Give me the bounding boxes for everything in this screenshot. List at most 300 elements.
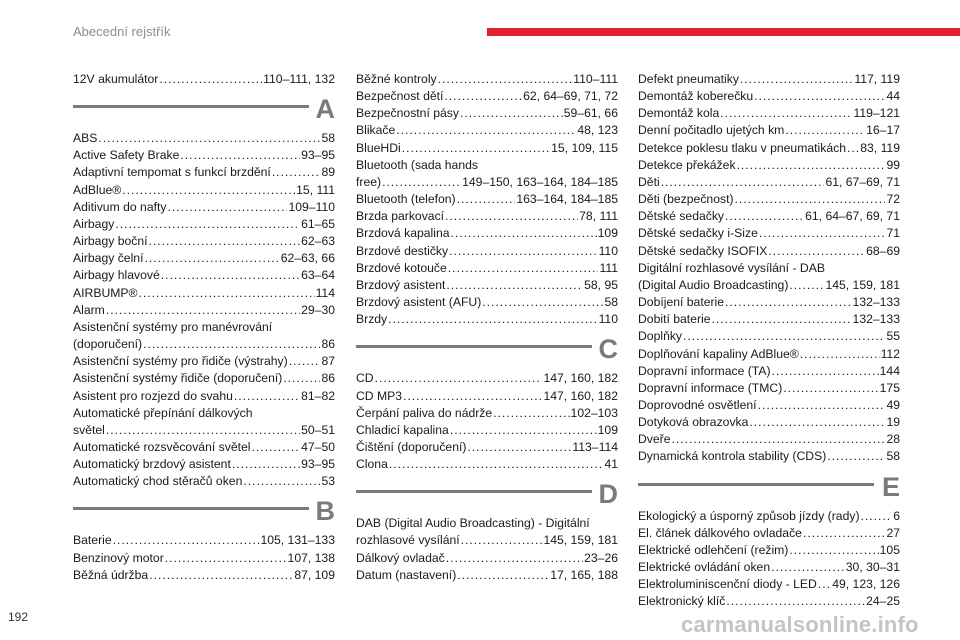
index-entry-pages: 49 bbox=[886, 397, 900, 412]
index-entry bbox=[638, 294, 900, 311]
index-entry-pages: 61, 67–69, 71 bbox=[825, 174, 900, 189]
index-entry bbox=[73, 456, 335, 473]
index-entry-pages: 58 bbox=[604, 295, 618, 310]
dot-leader bbox=[725, 294, 852, 311]
section-header bbox=[638, 472, 900, 506]
index-entry bbox=[356, 243, 618, 260]
index-entry-pages: 30, 30–31 bbox=[845, 560, 900, 575]
index-entry bbox=[638, 140, 900, 157]
index-entry-term: AdBlue® bbox=[73, 182, 122, 197]
dot-leader bbox=[396, 122, 576, 139]
dot-leader bbox=[283, 370, 320, 387]
index-entry-pages: 29–30 bbox=[301, 302, 335, 317]
index-entry-pages: 93–95 bbox=[301, 148, 335, 163]
index-entry bbox=[356, 294, 618, 311]
index-entry-pages: 145, 159, 181 bbox=[825, 277, 900, 292]
index-entry bbox=[638, 448, 900, 465]
section-divider bbox=[638, 483, 874, 486]
index-entry bbox=[356, 225, 618, 242]
index-entry-pages: 63–64 bbox=[301, 268, 335, 283]
section-header bbox=[356, 479, 618, 513]
dot-leader bbox=[106, 302, 300, 319]
index-entry-pages: 47–50 bbox=[301, 439, 335, 454]
index-entry-term: Brzdové kotouče bbox=[356, 260, 447, 275]
index-entry-term: Demontáž koberečku bbox=[638, 89, 754, 104]
index-entry-pages: 48, 123 bbox=[577, 123, 618, 138]
dot-leader bbox=[827, 448, 885, 465]
index-entry bbox=[638, 576, 900, 593]
index-entry bbox=[73, 164, 335, 181]
dot-leader bbox=[460, 105, 563, 122]
dot-leader bbox=[772, 363, 879, 380]
index-entry-term: CD MP3 bbox=[356, 388, 403, 403]
index-entry-term: Alarm bbox=[73, 302, 105, 317]
index-entry-pages: 72 bbox=[886, 192, 900, 207]
page-header-title: Abecední rejstřík bbox=[73, 24, 171, 39]
dot-leader bbox=[803, 525, 885, 542]
watermark: carmanualsonline.info bbox=[681, 612, 919, 637]
index-entry-pages: 110–111 bbox=[573, 72, 618, 86]
index-entry-term: Demontáž kola bbox=[638, 106, 720, 121]
dot-leader bbox=[450, 422, 597, 439]
index-entry-term: DAB (Digital Audio Broadcasting) - Digitální bbox=[356, 516, 590, 531]
index-entry-pages: 111 bbox=[599, 260, 618, 275]
index-entry-pages: 81–82 bbox=[301, 388, 335, 403]
index-entry-pages: 105, 131–133 bbox=[260, 533, 335, 548]
index-entry-pages: 132–133 bbox=[852, 295, 900, 310]
dot-leader bbox=[759, 225, 886, 242]
dot-leader bbox=[180, 147, 300, 164]
index-entry-pages: 61–65 bbox=[301, 216, 335, 231]
index-entry-pages: 68–69 bbox=[866, 243, 900, 258]
index-entry bbox=[638, 559, 900, 576]
index-entry bbox=[356, 140, 618, 157]
index-entry-term: Děti bbox=[638, 174, 660, 189]
index-entry-term: Děti (bezpečnost) bbox=[638, 192, 734, 207]
section-divider bbox=[356, 490, 592, 493]
dot-leader bbox=[785, 122, 865, 139]
index-entry-term: Benzinový motor bbox=[73, 550, 164, 565]
index-entry-pages: 59–61, 66 bbox=[563, 106, 618, 121]
index-entry-term: Brzdový asistent (AFU) bbox=[356, 295, 482, 310]
index-entry bbox=[356, 208, 618, 225]
index-entry-pages: 175 bbox=[879, 380, 900, 395]
index-entry-term: Dětské sedačky ISOFIX bbox=[638, 243, 768, 258]
index-entry bbox=[73, 216, 335, 233]
dot-leader bbox=[482, 294, 603, 311]
page-header-bar bbox=[487, 28, 960, 36]
index-entry bbox=[356, 260, 618, 277]
index-entry bbox=[638, 525, 900, 542]
index-entry bbox=[73, 405, 335, 439]
dot-leader bbox=[789, 277, 824, 294]
index-entry bbox=[638, 122, 900, 139]
index-entry-term: Detekce překážek bbox=[638, 157, 736, 172]
dot-leader bbox=[672, 431, 886, 448]
index-entry bbox=[356, 550, 618, 567]
index-entry-term: Čištění (doporučení) bbox=[356, 439, 467, 454]
index-entry-term-continued: rozhlasové vysílání bbox=[356, 533, 460, 548]
index-entry-term: Dálkový ovladač bbox=[356, 550, 445, 565]
index-entry bbox=[356, 105, 618, 122]
index-entry bbox=[638, 431, 900, 448]
dot-leader bbox=[272, 164, 321, 181]
dot-leader bbox=[493, 405, 569, 422]
dot-leader bbox=[251, 439, 300, 456]
index-entry-pages: 110 bbox=[598, 243, 618, 258]
index-entry-term: Aditivum do nafty bbox=[73, 199, 167, 214]
section-letter: B bbox=[315, 496, 335, 527]
index-entry-term: Blikače bbox=[356, 123, 396, 138]
index-entry-term: Dobíjení baterie bbox=[638, 295, 725, 310]
section-divider bbox=[73, 105, 309, 108]
index-entry-term: CD bbox=[356, 371, 374, 386]
dot-leader bbox=[389, 456, 604, 473]
dot-leader bbox=[683, 328, 885, 345]
index-entry-term: Defekt pneumatiky bbox=[638, 72, 739, 86]
index-entry bbox=[356, 422, 618, 439]
index-entry-pages: 23–26 bbox=[584, 550, 618, 565]
index-entry bbox=[356, 567, 618, 584]
index-entry-term: Elektrické ovládání oken bbox=[638, 560, 771, 575]
index-entry-pages: 147, 160, 182 bbox=[543, 371, 618, 386]
section-header bbox=[356, 334, 618, 368]
index-entry bbox=[73, 319, 335, 353]
index-entry-pages: 109 bbox=[597, 422, 618, 437]
index-entry bbox=[356, 370, 618, 387]
dot-leader bbox=[800, 346, 880, 363]
index-entry-term: Automatický brzdový asistent bbox=[73, 457, 231, 472]
index-entry-pages: 50–51 bbox=[301, 422, 335, 437]
index-entry-term: Active Safety Brake bbox=[73, 148, 180, 163]
index-entry-term-continued: free) bbox=[356, 174, 382, 189]
index-entry bbox=[638, 157, 900, 174]
index-entry-pages: 53 bbox=[321, 474, 335, 489]
dot-leader bbox=[232, 456, 300, 473]
dot-leader bbox=[159, 71, 262, 88]
index-entry-pages: 61, 64–67, 69, 71 bbox=[805, 209, 900, 224]
index-entry-pages: 105 bbox=[879, 542, 900, 557]
index-entry-pages: 112 bbox=[880, 346, 900, 361]
index-entry bbox=[638, 593, 900, 610]
index-entry-pages: 27 bbox=[886, 525, 900, 540]
index-entry-pages: 86 bbox=[321, 371, 335, 386]
section-header bbox=[73, 496, 335, 530]
index-entry-term: Airbagy boční bbox=[73, 234, 148, 249]
index-entry bbox=[73, 250, 335, 267]
page-number: 192 bbox=[8, 610, 29, 624]
index-entry-pages: 71 bbox=[886, 226, 900, 241]
dot-leader bbox=[749, 414, 885, 431]
dot-leader bbox=[106, 422, 300, 439]
dot-leader bbox=[457, 567, 549, 584]
dot-leader bbox=[768, 243, 865, 260]
index-entry-pages: 24–25 bbox=[866, 594, 900, 609]
index-entry bbox=[356, 439, 618, 456]
index-entry-pages: 149–150, 163–164, 184–185 bbox=[462, 174, 618, 189]
index-entry-term: Asistenční systémy řidiče (doporučení) bbox=[73, 371, 283, 386]
index-entry-term: El. článek dálkového ovladače bbox=[638, 525, 802, 540]
index-entry bbox=[638, 380, 900, 397]
index-entry bbox=[638, 363, 900, 380]
index-entry-pages: 119–121 bbox=[853, 106, 900, 121]
dot-leader bbox=[461, 532, 543, 549]
index-entry-term: Dobití baterie bbox=[638, 312, 711, 327]
dot-leader bbox=[144, 250, 279, 267]
dot-leader bbox=[661, 174, 825, 191]
index-entry-term: AIRBUMP® bbox=[73, 285, 138, 300]
index-entry-pages: 87, 109 bbox=[294, 567, 335, 582]
index-entry-pages: 114 bbox=[315, 285, 335, 300]
index-entry-pages: 163–164, 184–185 bbox=[516, 192, 618, 207]
dot-leader bbox=[161, 267, 300, 284]
dot-leader bbox=[115, 216, 300, 233]
index-entry bbox=[73, 370, 335, 387]
index-entry-term: Bezpečnost dětí bbox=[356, 89, 444, 104]
dot-leader bbox=[165, 550, 287, 567]
index-entry-pages: 19 bbox=[886, 415, 900, 430]
index-entry bbox=[73, 182, 335, 199]
index-entry-pages: 109 bbox=[597, 226, 618, 241]
index-entry bbox=[73, 147, 335, 164]
dot-leader bbox=[444, 88, 522, 105]
index-entry-term: Airbagy hlavové bbox=[73, 268, 160, 283]
index-entry-pages: 102–103 bbox=[570, 405, 618, 420]
index-entry-term: Doprovodné osvětlení bbox=[638, 397, 757, 412]
index-entry bbox=[638, 397, 900, 414]
dot-leader bbox=[122, 182, 295, 199]
dot-leader bbox=[735, 191, 886, 208]
dot-leader bbox=[449, 243, 597, 260]
index-entry-pages: 28 bbox=[886, 432, 900, 447]
dot-leader bbox=[167, 199, 287, 216]
index-entry bbox=[73, 567, 335, 584]
index-entry bbox=[356, 157, 618, 191]
index-entry-term: Doplňky bbox=[638, 329, 683, 344]
index-entry-term-continued: (Digital Audio Broadcasting) bbox=[638, 277, 789, 292]
index-entry-term: Dopravní informace (TMC) bbox=[638, 380, 783, 395]
index-entry bbox=[356, 122, 618, 139]
index-entry-term: Dveře bbox=[638, 432, 671, 447]
index-entry-pages: 144 bbox=[879, 363, 900, 378]
index-entry-term: Bluetooth (sada hands bbox=[356, 157, 478, 172]
index-entry-pages: 62, 64–69, 71, 72 bbox=[523, 89, 618, 104]
index-entry-term: BlueHDi bbox=[356, 140, 401, 155]
index-entry-term-continued: světel bbox=[73, 422, 105, 437]
dot-leader bbox=[289, 353, 321, 370]
index-entry-pages: 110 bbox=[598, 312, 618, 327]
index-entry-pages: 49, 123, 126 bbox=[832, 577, 900, 592]
dot-leader bbox=[783, 380, 878, 397]
index-entry bbox=[356, 515, 618, 549]
section-letter: D bbox=[598, 479, 618, 510]
index-entry-pages: 110–111, 132 bbox=[263, 72, 335, 86]
index-entry-term: Brzdová kapalina bbox=[356, 226, 450, 241]
index-entry-pages: 93–95 bbox=[301, 457, 335, 472]
index-entry-term: Dotyková obrazovka bbox=[638, 415, 749, 430]
section-letter: A bbox=[315, 94, 335, 125]
dot-leader bbox=[789, 542, 878, 559]
index-entry bbox=[73, 532, 335, 549]
index-entry-term: Dynamická kontrola stability (CDS) bbox=[638, 449, 827, 464]
index-entry bbox=[73, 130, 335, 147]
index-entry-term: Asistenční systémy pro manévrování bbox=[73, 319, 273, 334]
dot-leader bbox=[720, 105, 852, 122]
index-entry bbox=[638, 414, 900, 431]
index-entry-term: Dětské sedačky i-Size bbox=[638, 226, 758, 241]
dot-leader bbox=[98, 130, 320, 147]
index-entry bbox=[73, 439, 335, 456]
dot-leader bbox=[234, 388, 300, 405]
index-entry-pages: 117, 119 bbox=[854, 72, 900, 86]
index-entry bbox=[73, 353, 335, 370]
index-entry-term: Brzdový asistent bbox=[356, 277, 446, 292]
index-column-3 bbox=[638, 71, 900, 611]
index-entry bbox=[638, 191, 900, 208]
index-entry bbox=[73, 550, 335, 567]
index-entry-term: Brzdové destičky bbox=[356, 243, 449, 258]
index-entry-term: Bezpečnostní pásy bbox=[356, 106, 459, 121]
index-entry-pages: 44 bbox=[886, 89, 900, 104]
dot-leader bbox=[726, 593, 865, 610]
index-entry-term: Dopravní informace (TA) bbox=[638, 363, 771, 378]
index-entry-pages: 83, 119 bbox=[860, 140, 900, 155]
index-entry bbox=[73, 199, 335, 216]
index-entry-pages: 58 bbox=[321, 131, 335, 146]
index-entry-term: Asistent pro rozjezd do svahu bbox=[73, 388, 233, 403]
index-entry-pages: 78, 111 bbox=[579, 209, 618, 224]
index-entry-term: Baterie bbox=[73, 533, 112, 548]
index-entry-term: Denní počitadlo ujetých km bbox=[638, 123, 785, 138]
index-entry bbox=[356, 311, 618, 328]
index-entry-pages: 107, 138 bbox=[287, 550, 335, 565]
index-entry-term: Asistenční systémy pro řidiče (výstrahy) bbox=[73, 354, 288, 369]
dot-leader bbox=[113, 532, 260, 549]
index-entry bbox=[638, 346, 900, 363]
index-entry-term: Dětské sedačky bbox=[638, 209, 725, 224]
index-entry bbox=[356, 277, 618, 294]
section-divider bbox=[73, 507, 309, 510]
index-entry bbox=[356, 191, 618, 208]
index-entry-term: Elektrické odlehčení (režim) bbox=[638, 542, 789, 557]
index-entry-term: Ekologický a úsporný způsob jízdy (rady) bbox=[638, 508, 860, 523]
index-entry-pages: 147, 160, 182 bbox=[543, 388, 618, 403]
dot-leader bbox=[403, 388, 542, 405]
index-entry bbox=[638, 508, 900, 525]
dot-leader bbox=[446, 550, 583, 567]
index-entry bbox=[638, 174, 900, 191]
index-entry-term: Běžná údržba bbox=[73, 567, 149, 582]
dot-leader bbox=[445, 208, 578, 225]
dot-leader bbox=[467, 439, 571, 456]
dot-leader bbox=[382, 174, 461, 191]
section-divider bbox=[356, 345, 592, 348]
dot-leader bbox=[451, 225, 597, 242]
index-entry-term: ABS bbox=[73, 131, 98, 146]
index-entry bbox=[73, 267, 335, 284]
index-entry bbox=[356, 405, 618, 422]
index-entry bbox=[638, 88, 900, 105]
dot-leader bbox=[861, 508, 893, 525]
index-entry bbox=[73, 302, 335, 319]
dot-leader bbox=[740, 71, 853, 88]
index-entry-term: Clona bbox=[356, 457, 388, 472]
index-entry-pages: 62–63, 66 bbox=[280, 251, 335, 266]
index-entry bbox=[73, 473, 335, 490]
dot-leader bbox=[402, 140, 550, 157]
index-entry-term: Datum (nastavení) bbox=[356, 567, 457, 582]
index-entry-pages: 17, 165, 188 bbox=[550, 567, 618, 582]
index-entry bbox=[638, 260, 900, 294]
index-entry-pages: 86 bbox=[321, 337, 335, 352]
dot-leader bbox=[457, 191, 516, 208]
index-column-1 bbox=[73, 71, 335, 584]
index-entry-term: Automatický chod stěračů oken bbox=[73, 474, 243, 489]
index-entry-pages: 58, 95 bbox=[584, 277, 618, 292]
dot-leader bbox=[375, 370, 543, 387]
section-letter: C bbox=[598, 334, 618, 365]
index-entry-pages: 55 bbox=[886, 329, 900, 344]
index-entry-term: Airbagy čelní bbox=[73, 251, 144, 266]
index-entry bbox=[638, 105, 900, 122]
index-entry-pages: 87 bbox=[321, 354, 335, 369]
index-entry-term: Chladicí kapalina bbox=[356, 422, 449, 437]
index-entry-term: Bluetooth (telefon) bbox=[356, 192, 456, 207]
index-entry-pages: 41 bbox=[604, 457, 618, 472]
index-entry-term: Elektroluminiscenční diody - LED bbox=[638, 577, 817, 592]
index-entry bbox=[638, 243, 900, 260]
index-entry-pages: 113–114 bbox=[572, 439, 618, 454]
dot-leader bbox=[771, 559, 845, 576]
index-entry bbox=[638, 225, 900, 242]
dot-leader bbox=[448, 260, 599, 277]
index-entry-term: Adaptivní tempomat s funkcí brzdění bbox=[73, 165, 271, 180]
dot-leader bbox=[388, 311, 597, 328]
index-entry-pages: 99 bbox=[886, 157, 900, 172]
index-entry bbox=[638, 311, 900, 328]
index-entry-term: Běžné kontroly bbox=[356, 72, 437, 86]
dot-leader bbox=[712, 311, 852, 328]
index-entry-pages: 145, 159, 181 bbox=[543, 533, 618, 548]
index-entry bbox=[638, 208, 900, 225]
index-entry bbox=[356, 456, 618, 473]
dot-leader bbox=[446, 277, 583, 294]
index-entry bbox=[638, 328, 900, 345]
index-entry bbox=[356, 88, 618, 105]
dot-leader bbox=[243, 473, 320, 490]
dot-leader bbox=[143, 336, 320, 353]
index-entry bbox=[73, 71, 335, 88]
index-entry-term: Automatické přepínání dálkových bbox=[73, 405, 253, 420]
index-entry-pages: 15, 111 bbox=[296, 182, 335, 197]
index-entry-pages: 89 bbox=[321, 165, 335, 180]
index-entry-pages: 6 bbox=[893, 508, 900, 523]
index-entry-term: Brzdy bbox=[356, 312, 388, 327]
index-entry bbox=[638, 542, 900, 559]
index-entry bbox=[356, 71, 618, 88]
index-entry-term: Detekce poklesu tlaku v pneumatikách bbox=[638, 140, 846, 155]
index-column-2 bbox=[356, 71, 618, 584]
section-header bbox=[73, 94, 335, 128]
index-entry-term: Airbagy bbox=[73, 216, 115, 231]
index-entry-pages: 58 bbox=[886, 449, 900, 464]
index-entry-pages: 62–63 bbox=[301, 234, 335, 249]
dot-leader bbox=[737, 157, 886, 174]
index-entry-pages: 15, 109, 115 bbox=[551, 140, 618, 155]
index-entry bbox=[73, 233, 335, 250]
index-entry-term: Doplňování kapaliny AdBlue® bbox=[638, 346, 799, 361]
index-entry-pages: 109–110 bbox=[288, 199, 335, 214]
